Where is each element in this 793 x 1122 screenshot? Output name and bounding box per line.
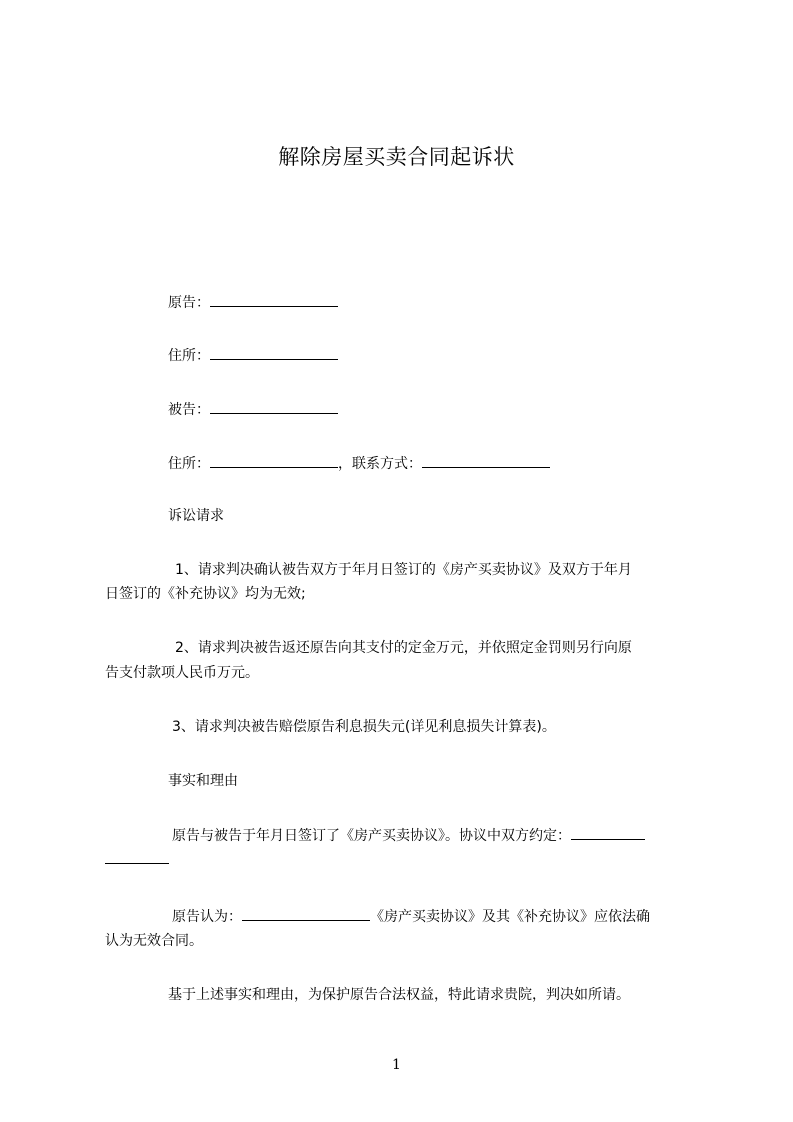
defendant-address-line	[168, 455, 550, 471]
agreement-blank-1	[571, 827, 645, 840]
facts-para-2-line-2: 认为无效合同。	[105, 933, 203, 949]
defendant-line	[168, 401, 338, 417]
facts-para-2-suffix: 《房产买卖协议》及其《补充协议》应依法确	[370, 909, 650, 925]
plaintiff-line	[168, 294, 338, 310]
facts-para-1-text: 原告与被告于年月日签订了《房产买卖协议》。协议中双方约定：	[172, 828, 571, 844]
claims-heading: 诉讼请求	[168, 508, 224, 524]
contact-blank	[422, 455, 550, 468]
plaintiff-label: 原告：	[168, 295, 210, 311]
facts-para-2-prefix: 原告认为：	[172, 909, 242, 925]
defendant-address-blank	[210, 455, 338, 468]
plaintiff-blank	[210, 294, 338, 307]
claim-1-line-1: 1、请求判决确认被告双方于年月日签订的《房产买卖协议》及双方于年月	[175, 562, 632, 578]
defendant-address-label: 住所：	[168, 456, 210, 472]
plaintiff-address-label: 住所：	[168, 348, 210, 364]
facts-para-1-cont	[105, 851, 169, 867]
claim-2-line-2: 告支付款项人民币万元。	[105, 665, 259, 681]
claim-3: 3、请求判决被告赔偿原告利息损失元(详见利息损失计算表)。	[172, 719, 556, 735]
plaintiff-address-line	[168, 347, 338, 363]
contact-label: ，联系方式：	[338, 456, 422, 472]
claim-2-line-1: 2、请求判决被告返还原告向其支付的定金万元，并依照定金罚则另行向原	[175, 640, 632, 656]
defendant-label: 被告：	[168, 402, 210, 418]
agreement-blank-2	[105, 851, 169, 864]
facts-para-2	[172, 908, 650, 924]
defendant-blank	[210, 401, 338, 414]
page-number: 1	[392, 1057, 401, 1073]
facts-heading: 事实和理由	[168, 773, 238, 789]
plaintiff-address-blank	[210, 347, 338, 360]
claim-1-line-2: 日签订的《补充协议》均为无效;	[105, 586, 306, 602]
opinion-blank	[242, 908, 370, 921]
closing-statement: 基于上述事实和理由，为保护原告合法权益，特此请求贵院，判决如所请。	[168, 987, 630, 1003]
facts-para-1	[172, 827, 645, 843]
document-title: 解除房屋买卖合同起诉状	[278, 145, 515, 169]
